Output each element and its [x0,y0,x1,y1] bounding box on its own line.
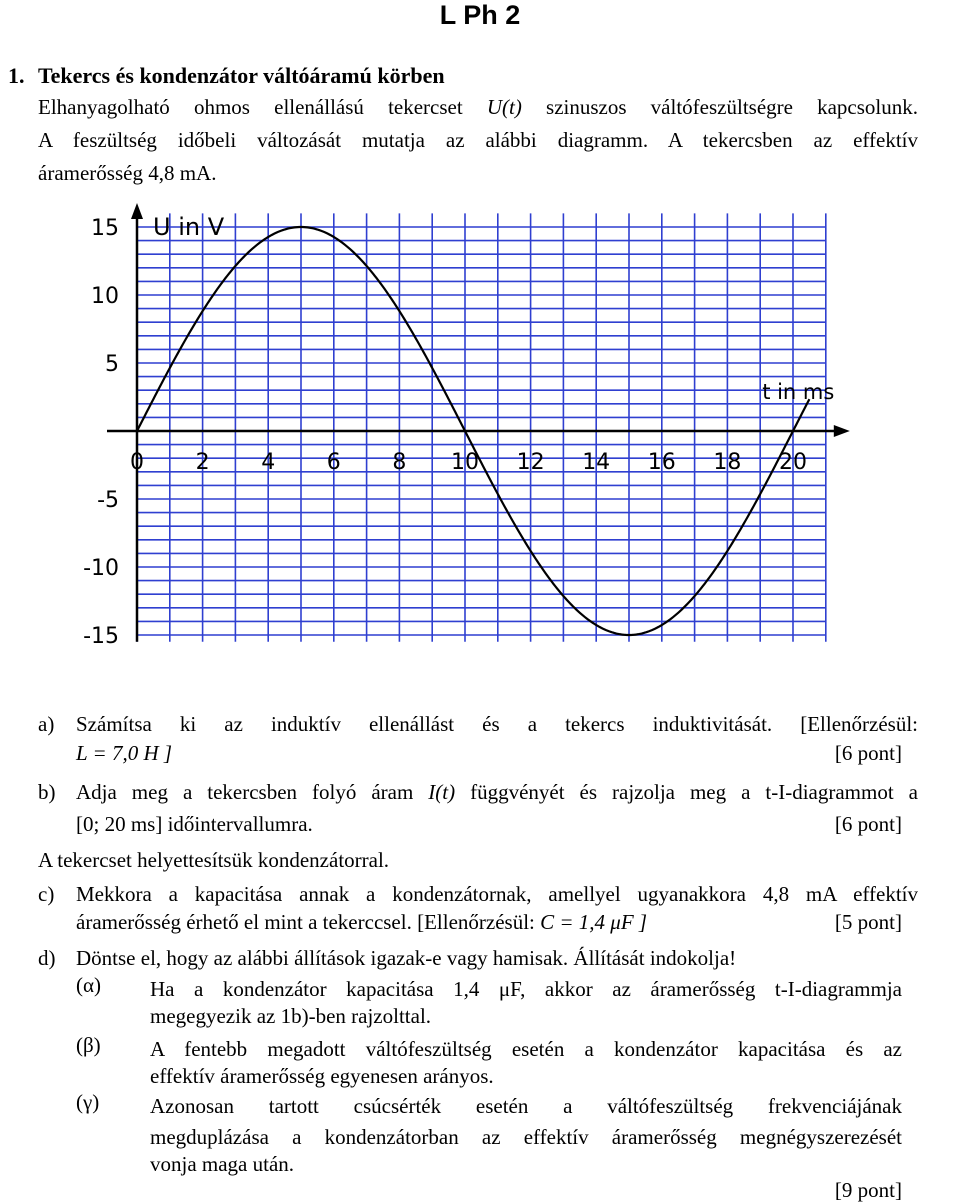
problem-heading [8,63,445,89]
gamma-text-1: Azonosan tartott csúcsérték esetén a váltófeszültség frekvenciájának [150,1094,902,1118]
gamma-label: (γ) [76,1090,100,1114]
problem-title: Tekercs és kondenzátor váltóáramú körben [38,63,445,88]
x-tick-label: 16 [647,450,676,475]
x-tick-label: 12 [516,450,545,475]
x-tick-label: 18 [713,450,742,475]
question-b-label: b) [38,780,56,804]
gamma-text-3: vonja maga után. [150,1152,295,1176]
alpha-label: (α) [76,973,101,997]
y-tick-label: 5 [105,352,119,377]
x-axis-label: t in ms [762,380,835,404]
question-d-label: d) [38,946,56,970]
y-tick-label: 15 [91,216,119,241]
y-tick-label: -5 [97,488,119,513]
question-d-points: [9 pont] [834,1178,902,1202]
intro-line-2: A feszültség időbeli változását mutatja az alábbi diagramm. A tekercsben az effektív [38,128,918,152]
x-tick-label: 6 [326,450,341,475]
question-a-points: [6 pont] [834,741,902,765]
y-tick-label: 10 [91,284,119,309]
question-c-points: [5 pont] [834,910,902,934]
y-tick-label: -15 [83,624,119,649]
page-title: L Ph 2 [439,0,521,30]
y-axis-arrow [131,203,143,219]
question-c-line: c) Mekkora a kapacitása annak a kondenzátornak, amellyel ugyanakkora 4,8 mA effektív [38,878,918,911]
problem-intro [38,91,918,190]
question-a-line [38,708,918,741]
question-b-points: [6 pont] [834,812,902,836]
question-c-label: c) [38,882,55,906]
x-tick-label: 2 [195,450,210,475]
current-function: I(t) [428,780,456,804]
x-tick-label: 14 [582,450,611,475]
x-axis-arrow [834,425,850,437]
transition-text: A tekercset helyettesítsük kondenzátorral. [38,848,390,872]
voltage-function: U(t) [486,95,522,119]
x-tick-label: 0 [130,450,144,475]
gamma-text-2: megduplázása a kondenzátorban az effektív áramerősség megnégyszerezését [150,1125,902,1149]
x-tick-label: 20 [779,450,807,475]
intro-line-1: Elhanyagolható ohmos ellenállású tekercset U(t) szinuszos váltófeszültségre kapcsolunk. [38,95,919,119]
chart-axes [107,203,850,642]
beta-text-2: effektív áramerősség egyenesen arányos. [150,1064,494,1088]
beta-text-1: A fentebb megadott váltófeszültség esetén a kondenzátor kapacitása és az [150,1037,902,1061]
question-a-check: L = 7,0 H ] [76,741,173,765]
question-d-line: d) Döntse el, hogy az alábbi állítások igazak-e vagy hamisak. Állítását indokolja! [38,942,918,975]
x-tick-label: 8 [392,450,407,475]
question-a-label: a) [38,712,55,736]
x-tick-label: 10 [451,450,479,475]
beta-label: (β) [76,1033,101,1057]
alpha-text-1: Ha a kondenzátor kapacitása 1,4 μF, akkor az áramerősség t-I-diagrammja [150,977,902,1001]
x-tick-label: 4 [261,450,276,475]
y-tick-label: -10 [83,556,119,581]
interval: [0; 20 ms] [76,812,163,836]
y-axis-label: U in V [153,213,225,241]
question-a-text: Számítsa ki az induktív ellenállást és a tekercs induktivitását. [Ellenőrzésül: [76,712,918,736]
alpha-text-2: megegyezik az 1b)-ben rajzolttal. [150,1004,432,1028]
problem-number: 1. [8,63,25,88]
question-b-interval-line: [0; 20 ms] időintervallumra. [76,812,313,836]
question-b-line: b) Adja meg a tekercsben folyó áram I(t) függvényét és rajzolja meg a t-I-diagrammot a [38,776,918,809]
question-c-line-2: áramerősség érhető el mint a tekerccsel. [Ellenőrzésül: C = 1,4 μF ] [76,910,648,934]
question-c-check: C = 1,4 μF ] [540,910,648,934]
voltage-chart [0,200,960,680]
chart-grid [137,213,826,641]
intro-line-3: áramerősség 4,8 mA. [38,161,217,185]
